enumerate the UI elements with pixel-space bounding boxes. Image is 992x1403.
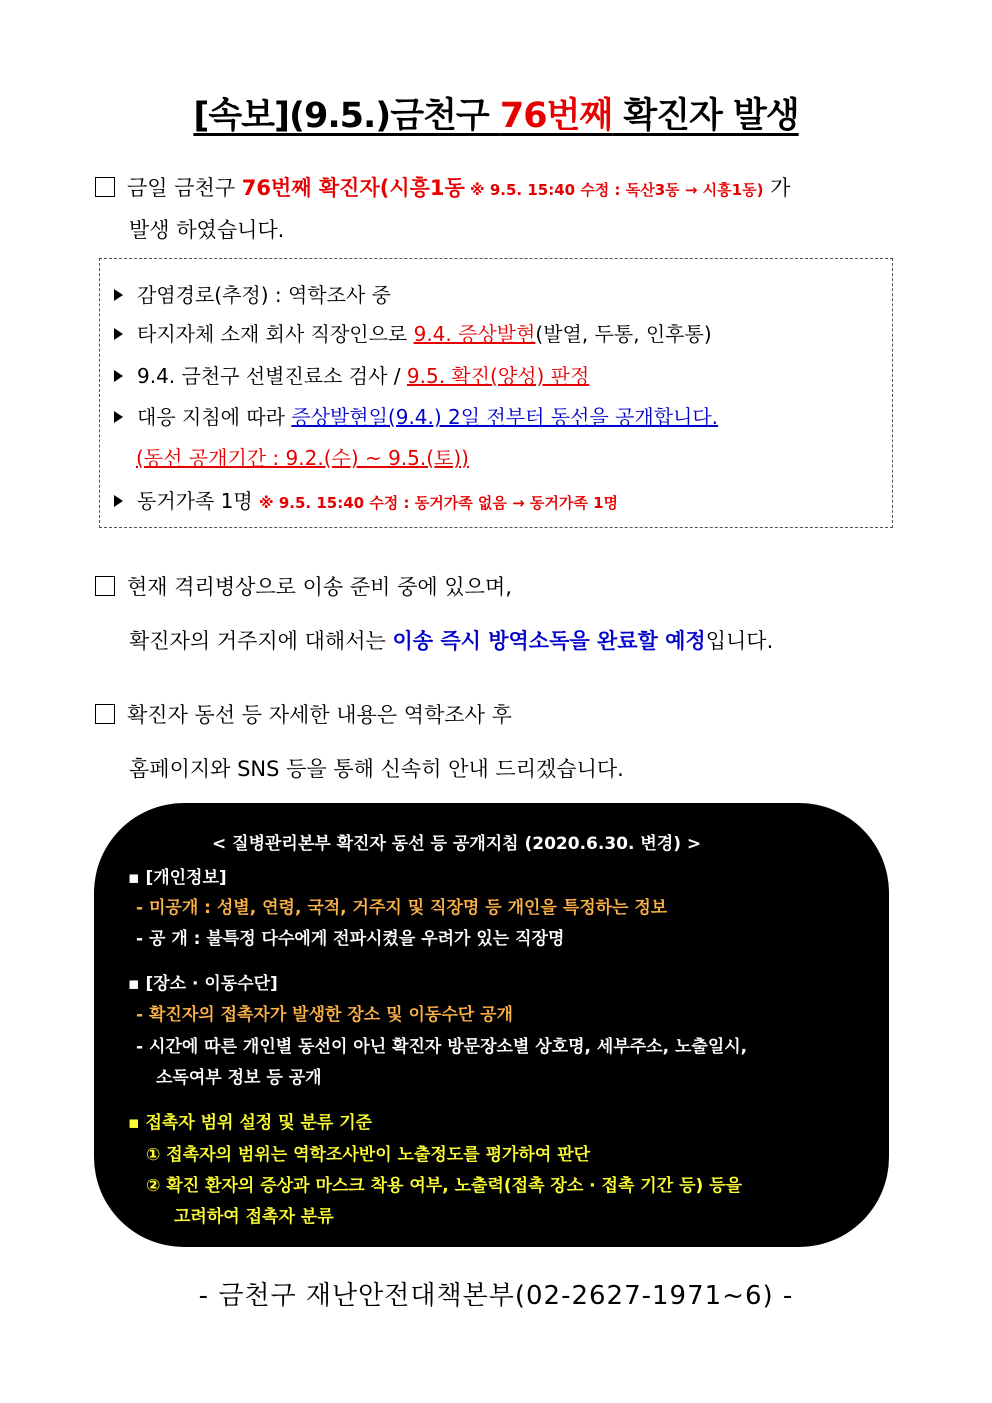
triangle-bullet-icon (114, 289, 123, 301)
isolation-highlight: 이송 즉시 방역소독을 완료할 예정 (392, 629, 706, 653)
guideline-item: ② 확진 환자의 증상과 마스크 착용 여부, 노출력(접촉 장소 · 접촉 기간 등) 등을 (146, 1176, 743, 1196)
bullet-infection-route (114, 279, 391, 308)
checkbox-icon (95, 704, 115, 724)
triangle-bullet-icon (114, 328, 123, 340)
isolation-line1: 현재 격리병상으로 이송 준비 중에 있으며, (127, 575, 512, 599)
bullet-test (114, 360, 589, 389)
bullet-family (114, 485, 618, 514)
guideline-item: - 시간에 따른 개인별 동선이 아닌 확진자 방문장소별 상호명, 세부주소, 노출일시, (136, 1037, 748, 1057)
guidance-line1: 확진자 동선 등 자세한 내용은 역학조사 후 (127, 703, 512, 727)
guideline-item: 소독여부 정보 등 공개 (156, 1068, 322, 1088)
triangle-bullet-icon (114, 495, 123, 507)
bullet-text: 9.4. 금천구 선별진료소 검사 / (137, 364, 407, 388)
announcement-note: ※ 9.5. 15:40 수정 : 독산3동 → 시흥1동) (464, 181, 764, 199)
bullet-disclosure (114, 401, 718, 430)
bullet-text: 타지자체 소재 회사 직장인으로 (137, 322, 414, 346)
section-announcement (95, 168, 915, 250)
bullet-note: ※ 9.5. 15:40 수정 : 동거가족 없음 → 동거가족 1명 (259, 494, 619, 512)
footer-contact: - 금천구 재난안전대책본부(02-2627-1971~6) - (198, 1281, 794, 1311)
guidance-line2: 홈페이지와 SNS 등을 통해 신속히 안내 드리겠습니다. (129, 757, 624, 781)
bullet-red: 9.5. 확진(양성) 판정 (406, 364, 590, 388)
announcement-tail: 가 (763, 176, 791, 200)
guideline-title: < 질병관리본부 확진자 동선 등 공개지침 (2020.6.30. 변경) > (212, 834, 702, 854)
guideline-panel (94, 803, 889, 1247)
bullet-blue: 증상발현일(9.4.) 2일 전부터 동선을 공개합니다. (291, 405, 719, 429)
bullet-disclosure-period (136, 442, 469, 471)
checkbox-icon (95, 177, 115, 197)
bullet-red: (동선 공개기간 : 9.2.(수) ~ 9.5.(토)) (136, 446, 469, 470)
isolation-line2: 확진자의 거주지에 대해서는 (129, 629, 393, 653)
bullet-text: 동거가족 1명 (137, 489, 260, 513)
guideline-item: ① 접촉자의 범위는 역학조사반이 노출정도를 평가하여 판단 (146, 1145, 591, 1165)
bullet-red: 9.4. 증상발현 (413, 322, 536, 346)
triangle-bullet-icon (114, 370, 123, 382)
announcement-highlight: 76번째 확진자(시흥1동 (241, 176, 465, 200)
bullet-text: 감염경로(추정) : 역학조사 중 (137, 283, 391, 307)
checkbox-icon (95, 576, 115, 596)
guideline-item: - 공 개 : 불특정 다수에게 전파시켰을 우려가 있는 직장명 (136, 929, 565, 949)
section-isolation (95, 560, 915, 668)
announcement-line2: 발생 하였습니다. (129, 218, 285, 242)
bullet-text: 대응 지침에 따라 (137, 405, 292, 429)
page-title (0, 88, 992, 138)
title-highlight: 76번째 (499, 96, 613, 136)
guideline-heading-place: ▪ [장소 · 이동수단] (128, 974, 278, 994)
isolation-suffix: 입니다. (705, 629, 774, 653)
bullet-suffix: (발열, 두통, 인후통) (535, 322, 712, 346)
title-prefix: [속보](9.5.)금천구 (193, 96, 500, 136)
guideline-heading-contacts: ▪ 접촉자 범위 설정 및 분류 기준 (128, 1113, 373, 1133)
title-suffix: 확진자 발생 (612, 96, 799, 136)
bullet-symptoms (114, 318, 712, 347)
guideline-item: - 확진자의 접촉자가 발생한 장소 및 이동수단 공개 (136, 1005, 513, 1025)
section-guidance (95, 688, 915, 796)
guideline-heading-personal: ▪ [개인정보] (128, 868, 227, 888)
triangle-bullet-icon (114, 411, 123, 423)
announcement-text: 금일 금천구 (127, 176, 242, 200)
guideline-item: 고려하여 접촉자 분류 (174, 1207, 334, 1227)
guideline-item: - 미공개 : 성별, 연령, 국적, 거주지 및 직장명 등 개인을 특정하는 정보 (136, 898, 668, 918)
